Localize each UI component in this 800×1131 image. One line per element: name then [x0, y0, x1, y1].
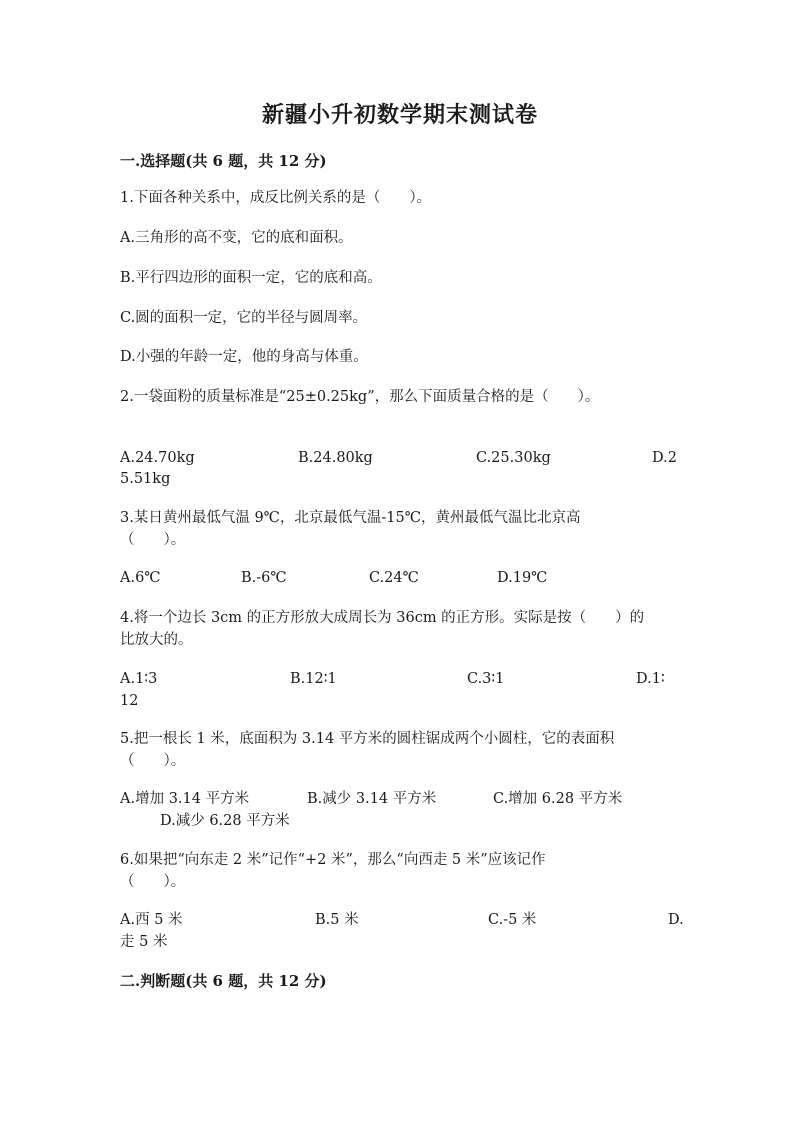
question-6-option-a: A.西 5 米 — [120, 912, 183, 928]
question-5-option-c: C.增加 6.28 平方米 — [493, 791, 623, 807]
question-2-option-c: C.25.30kg — [476, 450, 551, 466]
question-5-stem-wrap: （ ）。 — [120, 753, 186, 769]
question-4-stem: 4.将一个边长 3cm 的正方形放大成周长为 36cm 的正方形。实际是按（ ）的 — [120, 610, 645, 626]
question-4-option-b: B.12∶1 — [290, 671, 337, 687]
question-1-option-c: C.圆的面积一定，它的半径与圆周率。 — [120, 310, 368, 326]
question-2-option-d-wrap: 5.51kg — [120, 471, 171, 487]
question-6-option-c: C.-5 米 — [488, 912, 537, 928]
question-4-stem-wrap: 比放大的。 — [120, 632, 193, 648]
question-3-option-c: C.24℃ — [369, 570, 419, 586]
question-3-stem: 3.某日黄州最低气温 9℃，北京最低气温-15℃，黄州最低气温比北京高 — [120, 510, 581, 526]
question-1-stem: 1.下面各种关系中，成反比例关系的是（ ）。 — [120, 190, 432, 206]
question-6-option-d: D. — [668, 912, 684, 928]
section-heading-judgement: 二.判断题(共 6 题，共 12 分) — [120, 972, 327, 990]
question-6-stem-wrap: （ ）。 — [120, 874, 186, 890]
question-6-option-b: B.5 米 — [315, 912, 359, 928]
question-4-option-a: A.1∶3 — [120, 671, 158, 687]
question-2-option-a: A.24.70kg — [120, 450, 195, 466]
question-3-option-a: A.6℃ — [120, 570, 161, 586]
question-3-option-d: D.19℃ — [497, 570, 548, 586]
question-1-option-d: D.小强的年龄一定，他的身高与体重。 — [120, 349, 368, 365]
section-heading-choice: 一.选择题(共 6 题，共 12 分) — [120, 152, 327, 170]
page-title: 新疆小升初数学期末测试卷 — [261, 102, 538, 128]
question-5-option-b: B.减少 3.14 平方米 — [307, 791, 437, 807]
question-2-stem: 2.一袋面粉的质量标准是“25±0.25kg”，那么下面质量合格的是（ ）。 — [120, 389, 600, 405]
question-6-option-d-wrap: 走 5 米 — [120, 934, 168, 950]
question-1-option-a: A.三角形的高不变，它的底和面积。 — [120, 230, 353, 246]
question-4-option-c: C.3∶1 — [467, 671, 505, 687]
question-3-stem-wrap: （ ）。 — [120, 532, 186, 548]
question-3-option-b: B.-6℃ — [241, 570, 287, 586]
question-2-option-d: D.2 — [652, 450, 677, 466]
question-5-option-d: D.减少 6.28 平方米 — [160, 813, 290, 829]
question-4-option-d: D.1∶ — [636, 671, 665, 687]
question-2-option-b: B.24.80kg — [298, 450, 373, 466]
question-4-option-d-wrap: 12 — [120, 693, 139, 709]
question-5-stem: 5.把一根长 1 米，底面积为 3.14 平方米的圆柱锯成两个小圆柱，它的表面积 — [120, 731, 615, 747]
question-5-option-a: A.增加 3.14 平方米 — [120, 791, 250, 807]
question-1-option-b: B.平行四边形的面积一定，它的底和高。 — [120, 270, 382, 286]
question-6-stem: 6.如果把“向东走 2 米”记作“+2 米”，那么“向西走 5 米”应该记作 — [120, 852, 546, 868]
